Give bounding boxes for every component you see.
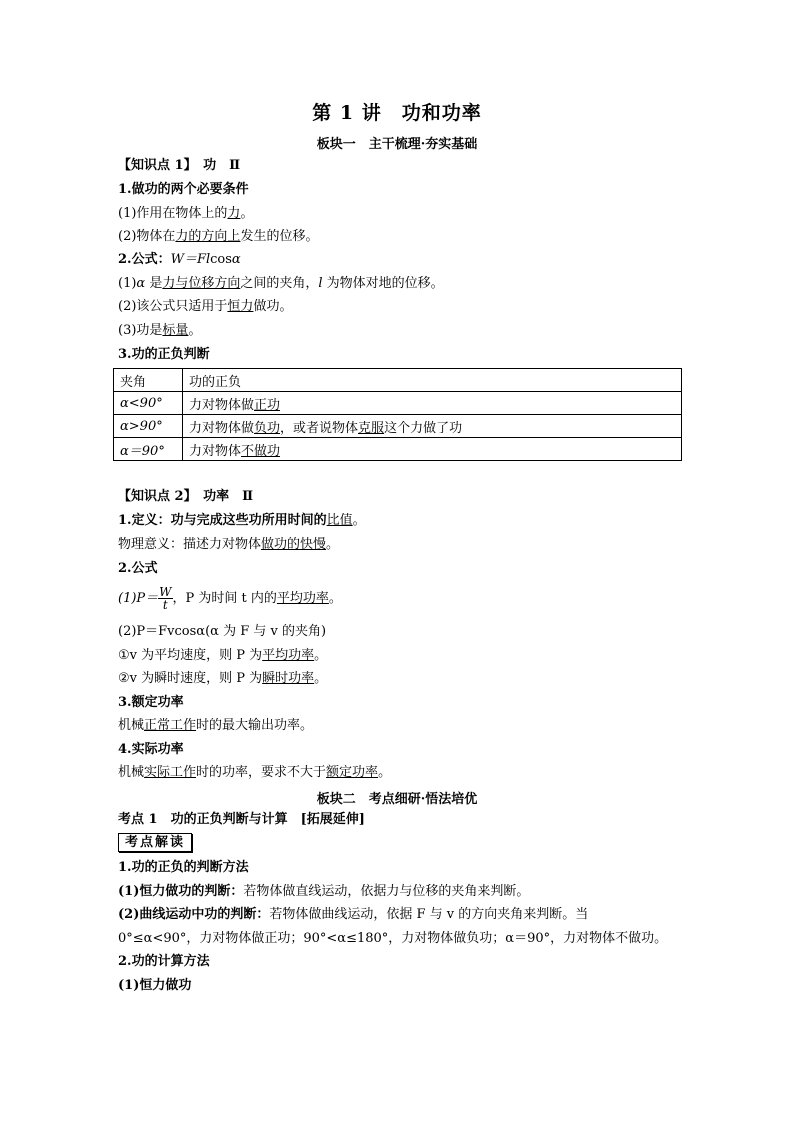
- work-formula: 2.公式：W＝Flcosα: [118, 252, 241, 267]
- angle-cell: α>90°: [114, 415, 183, 438]
- formula-note-1: (1)α 是力与位移方向之间的夹角，l 为物体对地的位移。: [118, 276, 444, 291]
- instant-power-formula: (2)P＝Fvcosα(α 为 F 与 v 的夹角): [118, 624, 327, 639]
- rated-power-title: 3.额定功率: [118, 695, 184, 710]
- sign-cell: 力对物体做负功，或者说物体克服这个力做了功: [183, 415, 682, 438]
- angle-conditions: 0°≤α<90°，力对物体做正功；90°<α≤180°，力对物体做负功；α＝90°，力对物体不做功。: [118, 931, 668, 946]
- section-heading-1: 板块一 主干梳理·夯实基础: [316, 137, 478, 152]
- table-row: [114, 438, 682, 461]
- formula-note-3: (3)功是标量。: [118, 323, 202, 338]
- curved-motion-method: (2)曲线运动中功的判断：若物体做曲线运动，依据 F 与 v 的方向夹角来判断。当: [118, 907, 589, 922]
- constant-force-method: (1)恒力做功的判断：若物体做直线运动，依据力与位移的夹角来判断。: [118, 884, 530, 899]
- average-power-formula: (1)P＝ $\frac{W}{t}$ ，P 为时间 t 内的平均功率。: [118, 585, 342, 612]
- sign-method-title: 1.功的正负的判断方法: [118, 860, 249, 875]
- knowledge-point-2-heading: 【知识点 2】 功率 Ⅱ: [118, 489, 254, 504]
- power-formula-title: 2.公式: [118, 561, 158, 576]
- condition-1: (1)作用在物体上的力。: [118, 206, 254, 221]
- sign-cell: 力对物体做正功: [183, 392, 682, 415]
- angle-cell: α<90°: [114, 392, 183, 415]
- actual-power-title: 4.实际功率: [118, 742, 184, 757]
- exam-point-1-heading: 考点 1 功的正负判断与计算 [拓展延伸]: [118, 812, 365, 827]
- power-definition: 1.定义：功与完成这些功所用时间的比值。: [118, 513, 366, 528]
- fraction-w-over-t: $\frac{W}{t}$: [159, 585, 172, 612]
- sign-cell: 力对物体不做功: [183, 438, 682, 461]
- work-sign-table: [113, 368, 682, 461]
- power-meaning: 物理意义：描述力对物体做功的快慢。: [118, 537, 340, 552]
- power-case-1: ①v 为平均速度，则 P 为平均功率。: [118, 648, 328, 663]
- table-header-row: [114, 369, 682, 392]
- sign-judgement-title: 3.功的正负判断: [118, 347, 210, 362]
- rated-power-text: 机械正常工作时的最大输出功率。: [118, 718, 314, 733]
- exam-point-analysis-label: 考点解读: [118, 833, 192, 852]
- constant-force-work: (1)恒力做功: [118, 978, 192, 993]
- lesson-title: 第 1 讲 功和功率: [312, 102, 482, 124]
- table-row: [114, 392, 682, 415]
- knowledge-point-1-heading: 【知识点 1】 功 Ⅱ: [118, 158, 241, 173]
- actual-power-text: 机械实际工作时的功率，要求不大于额定功率。: [118, 765, 392, 780]
- table-header-cell: 功的正负: [183, 369, 682, 392]
- table-header-cell: 夹角: [114, 369, 183, 392]
- table-row: [114, 415, 682, 438]
- section-heading-2: 板块二 考点细研·悟法培优: [316, 792, 478, 807]
- formula-note-2: (2)该公式只适用于恒力做功。: [118, 299, 293, 314]
- condition-2: (2)物体在力的方向上发生的位移。: [118, 229, 319, 244]
- calc-method-title: 2.功的计算方法: [118, 954, 210, 969]
- power-case-2: ②v 为瞬时速度，则 P 为瞬时功率。: [118, 671, 328, 686]
- work-conditions-title: 1.做功的两个必要条件: [118, 182, 249, 197]
- angle-cell: α＝90°: [114, 438, 183, 461]
